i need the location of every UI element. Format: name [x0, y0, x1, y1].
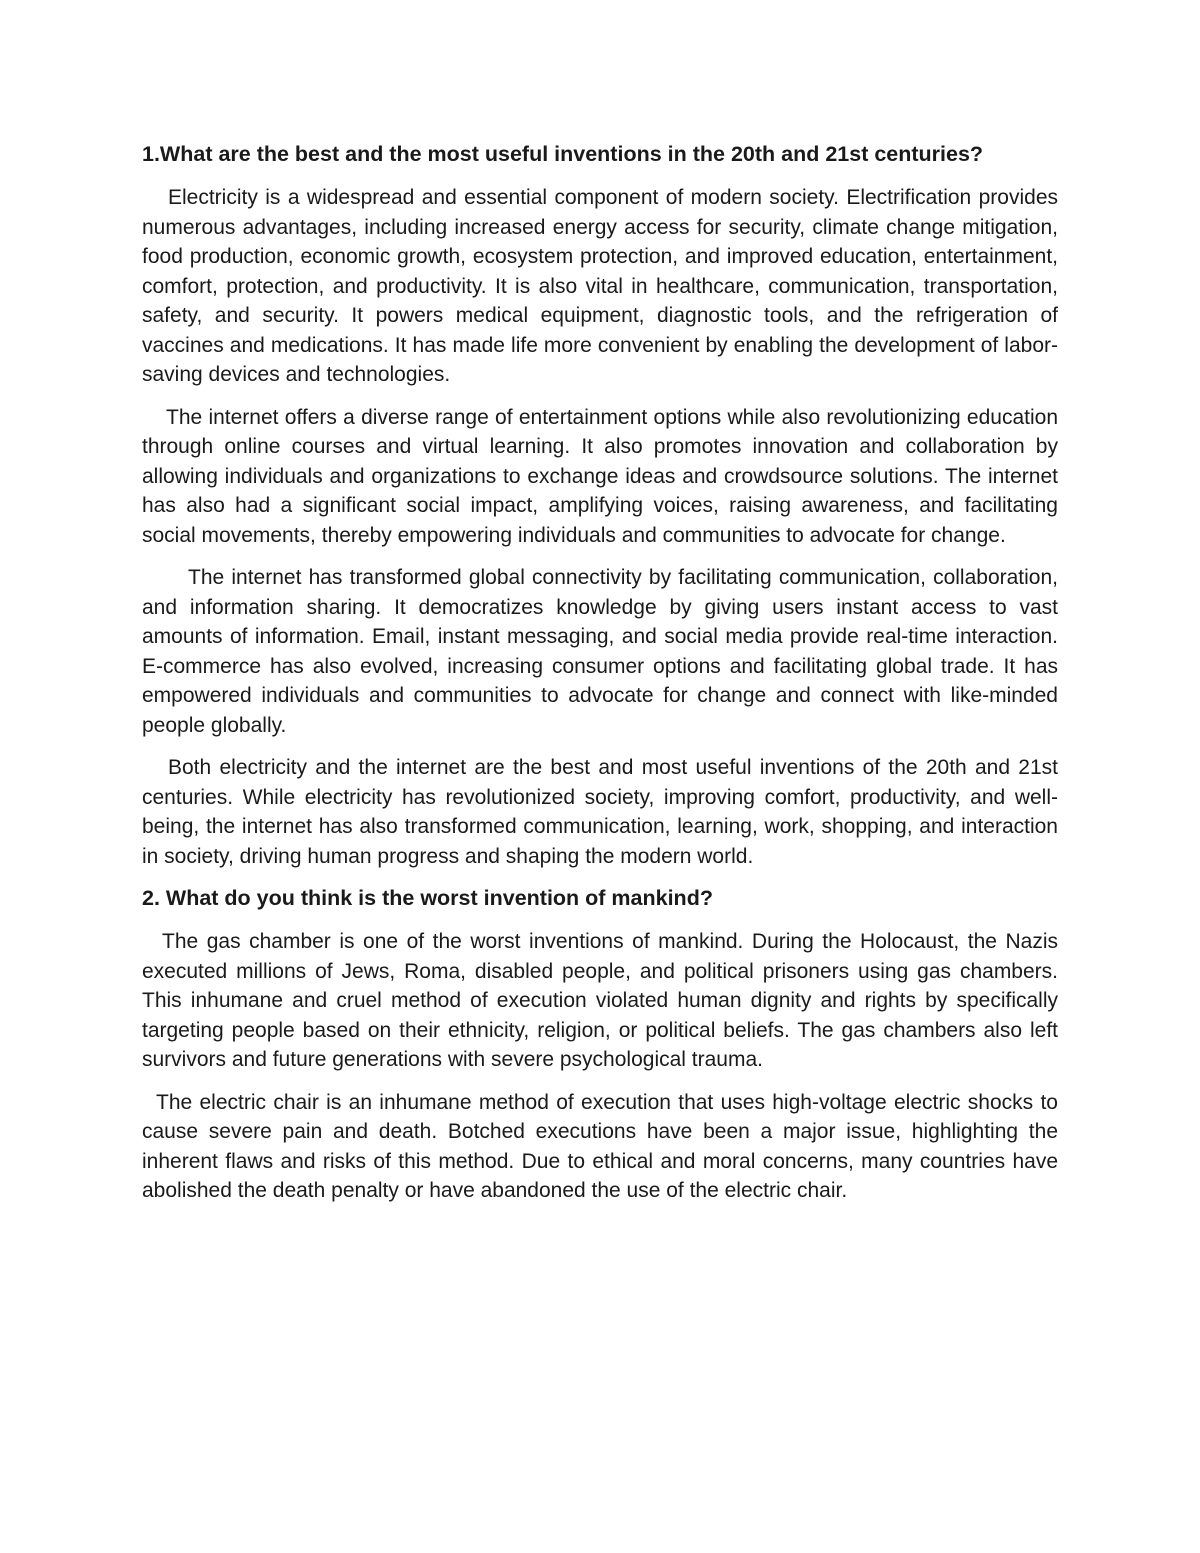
paragraph-gas-chamber: The gas chamber is one of the worst inventions of mankind. During the Holocaust, the Nazis executed millions of Jews, Roma, disabled people, and political prisoners using gas chambers. This inhumane and cruel method of execution violated human dignity and rights by specifically targeting people based on their ethnicity, religion, or political beliefs. The gas chambers also left survivors and future generations with severe psychological trauma. [142, 930, 1058, 1071]
paragraph-conclusion: Both electricity and the internet are the best and most useful inventions of the 20th and 21st centuries. While electricity has revolutionized society, improving comfort, productivity, and well-being, the internet has also transformed communication, learning, work, shopping, and interaction in society, driving human progress and shaping the modern world. [142, 756, 1058, 868]
paragraph-internet-connectivity: The internet has transformed global connectivity by facilitating communication, collaboration, and information sharing. It democratizes knowledge by giving users instant access to vast amounts of information. Email, instant messaging, and social media provide real-time interaction. E-commerce has also evolved, increasing consumer options and facilitating global trade. It has empowered individuals and communities to advocate for change and connect with like-minded people globally. [142, 566, 1058, 737]
paragraph-internet-entertainment: The internet offers a diverse range of entertainment options while also revolutionizing education through online courses and virtual learning. It also promotes innovation and collaboration by allowing individuals and organizations to exchange ideas and crowdsource solutions. The internet has also had a significant social impact, amplifying voices, raising awareness, and facilitating social movements, thereby empowering individuals and communities to advocate for change. [142, 405, 1058, 547]
question-1-heading: 1.What are the best and the most useful inventions in the 20th and 21st centuries? [142, 142, 984, 166]
question-2-heading: 2. What do you think is the worst invention of mankind? [142, 886, 713, 910]
paragraph-electricity: Electricity is a widespread and essential component of modern society. Electrification provides numerous advantages, including increased energy access for security, climate change mitigation, food production, economic growth, ecosystem protection, and improved education, entertainment, comfort, protection, and productivity. It is also vital in healthcare, communication, transportation, safety, and security. It powers medical equipment, diagnostic tools, and the refrigeration of vaccines and medications. It has made life more convenient by enabling the development of labor-saving devices and technologies. [142, 186, 1058, 386]
document-page [142, 140, 1058, 1219]
paragraph-electric-chair: The electric chair is an inhumane method of execution that uses high-voltage electric shocks to cause severe pain and death. Botched executions have been a major issue, highlighting the inherent flaws and risks of this method. Due to ethical and moral concerns, many countries have abolished the death penalty or have abandoned the use of the electric chair. [142, 1090, 1058, 1202]
